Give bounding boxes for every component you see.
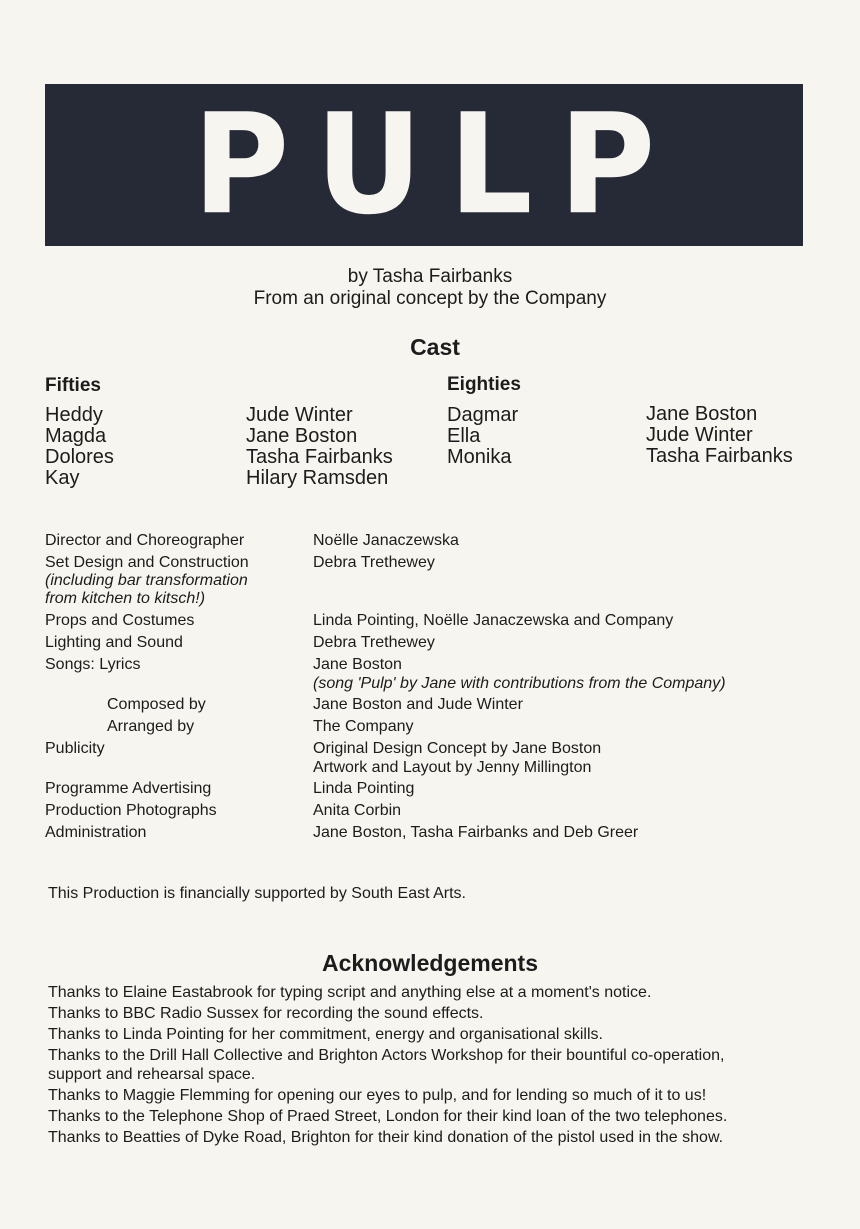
actor-name: Jane Boston <box>646 403 758 425</box>
credit-role: Programme Advertising <box>45 780 212 797</box>
credit-role: Songs: Lyrics <box>45 656 141 673</box>
credit-name: Debra Trethewey <box>313 634 435 651</box>
credit-name: Artwork and Layout by Jenny Millington <box>313 759 592 776</box>
credit-name: The Company <box>313 718 414 735</box>
fifties-characters <box>45 405 114 489</box>
actor-name: Jude Winter <box>246 404 353 426</box>
credit-name: Original Design Concept by Jane Boston <box>313 740 602 757</box>
credit-name: Linda Pointing <box>313 780 415 797</box>
fifties-actors <box>246 405 393 489</box>
credit-role: Publicity <box>45 740 105 757</box>
credit-name: Anita Corbin <box>313 802 402 819</box>
credit-role: Administration <box>45 824 147 841</box>
credit-role: Set Design and Construction <box>45 554 249 571</box>
credit-name: Debra Trethewey <box>313 554 435 571</box>
acknowledgements-list <box>48 983 828 1149</box>
author-credit: by Tasha Fairbanks <box>347 266 513 287</box>
character-name: Dolores <box>45 446 114 468</box>
credit-name: Jane Boston, Tasha Fairbanks and Deb Greer <box>313 824 639 841</box>
funding-note: This Production is financially supported by South East Arts. <box>48 885 466 902</box>
actor-name: Hilary Ramsden <box>246 467 389 489</box>
credit-role: Lighting and Sound <box>45 634 183 651</box>
fifties-heading: Fifties <box>45 375 101 396</box>
credit-note: (song 'Pulp' by Jane with contributions from the Company) <box>313 675 726 692</box>
character-name: Monika <box>447 446 512 468</box>
list-item: Thanks to Beatties of Dyke Road, Brighton for their kind donation of the pistol used in the show. <box>48 1129 724 1146</box>
credit-role: Director and Choreographer <box>45 532 245 549</box>
credit-name: Jane Boston <box>313 656 402 673</box>
list-item: Thanks to the Telephone Shop of Praed Street, London for their kind loan of the two telephones. <box>48 1108 728 1125</box>
list-item: support and rehearsal space. <box>48 1066 256 1083</box>
cast-heading: Cast <box>410 334 460 360</box>
credit-role: Production Photographs <box>45 802 217 819</box>
actor-name: Jane Boston <box>246 425 358 447</box>
credit-name: Linda Pointing, Noëlle Janaczewska and Company <box>313 612 674 629</box>
credit-role: Arranged by <box>107 718 195 735</box>
title-banner <box>45 84 803 246</box>
eighties-heading: Eighties <box>447 374 521 395</box>
actor-name: Tasha Fairbanks <box>646 445 793 467</box>
list-item: Thanks to Linda Pointing for her commitment, energy and organisational skills. <box>48 1026 603 1043</box>
credit-name: Noëlle Janaczewska <box>313 532 459 549</box>
credit-name: Jane Boston and Jude Winter <box>313 696 523 713</box>
concept-credit: From an original concept by the Company <box>253 288 607 309</box>
eighties-characters <box>447 405 518 468</box>
character-name: Kay <box>45 467 80 489</box>
actor-name: Tasha Fairbanks <box>246 446 393 468</box>
credit-note: from kitchen to kitsch!) <box>45 590 206 607</box>
actor-name: Jude Winter <box>646 424 753 446</box>
character-name: Ella <box>447 425 481 447</box>
character-name: Dagmar <box>447 404 519 426</box>
list-item: Thanks to Maggie Flemming for opening our eyes to pulp, and for lending so much of it to us! <box>48 1087 707 1104</box>
credit-role: Composed by <box>107 696 206 713</box>
list-item: Thanks to Elaine Eastabrook for typing script and anything else at a moment's notice. <box>48 984 652 1001</box>
eighties-actors <box>646 404 793 467</box>
character-name: Heddy <box>45 404 103 426</box>
show-title: PULP <box>192 84 682 246</box>
list-item: Thanks to the Drill Hall Collective and Brighton Actors Workshop for their bountiful co-operation, <box>48 1047 725 1064</box>
credit-note: (including bar transformation <box>45 572 248 589</box>
credit-role: Props and Costumes <box>45 612 195 629</box>
list-item: Thanks to BBC Radio Sussex for recording the sound effects. <box>48 1005 484 1022</box>
character-name: Magda <box>45 425 107 447</box>
acknowledgements-heading: Acknowledgements <box>322 950 538 976</box>
